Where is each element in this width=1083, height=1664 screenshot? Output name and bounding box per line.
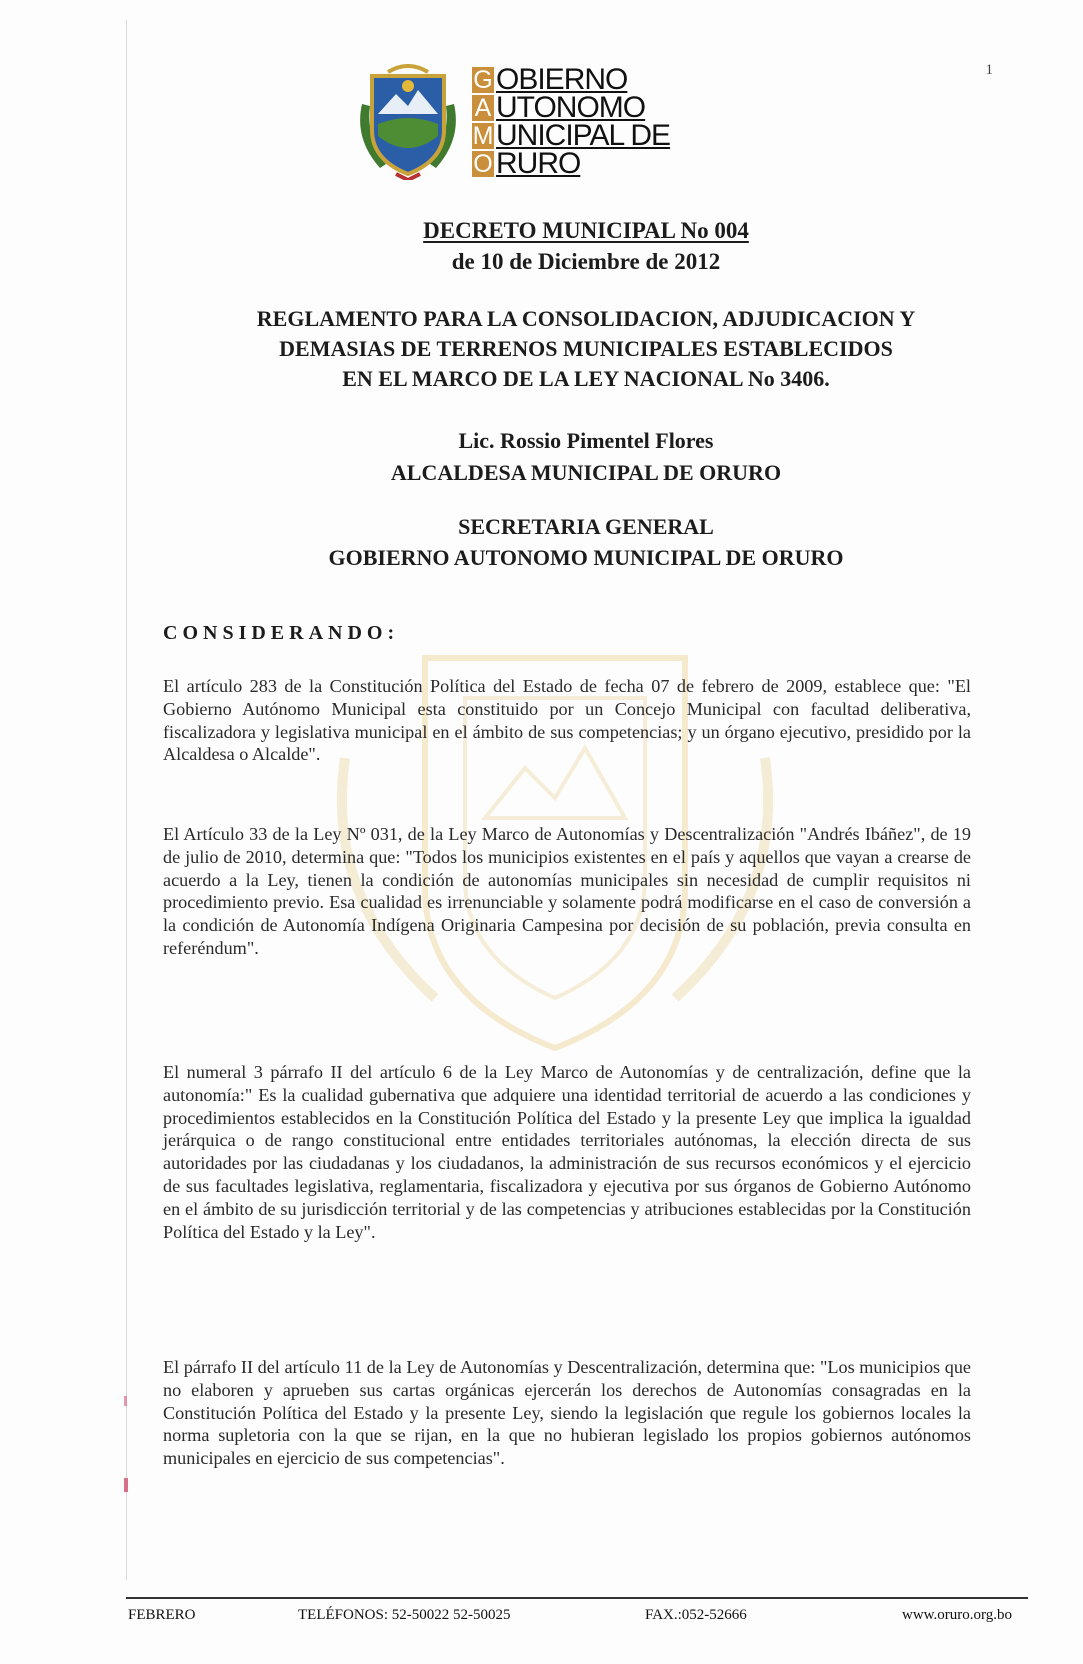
author-name: Lic. Rossio Pimentel Flores — [458, 428, 714, 453]
logo-initial: A — [472, 95, 494, 121]
department-heading: SECRETARIA GENERAL — [458, 514, 714, 539]
logo-word: RURO — [496, 147, 581, 180]
logo-line — [472, 119, 671, 152]
author-role: ALCALDESA MUNICIPAL DE ORURO — [390, 460, 782, 485]
footer-fax: FAX.:052-52666 — [645, 1607, 747, 1623]
title-line: DEMASIAS DE TERRENOS MUNICIPALES ESTABLECIDOS — [279, 336, 893, 361]
section-heading: CONSIDERANDO: — [163, 622, 400, 644]
coat-of-arms-icon — [352, 64, 464, 180]
logo-initial: M — [472, 122, 494, 150]
paragraph: El numeral 3 párrafo II del artículo 6 de la Ley Marco de Autonomías y de centralización, define que la autonomía:" Es la cualidad gubernativa que adquiere una identidad territorial de acuerdo a las condiciones y procedimientos establecidos en la Constitución Política del Estado y la presente Ley que implica la igualdad jerárquica o de rango constitucional entre entidades territoriales autónomas, la elección directa de sus autoridades por las ciudadanas y los ciudadanos, la administración de sus recursos económicos y el ejercicio de sus facultades legislativa, reglamentaria, fiscalizadora y ejecutiva por sus órganos de Gobierno Autónomo en el ámbito de su jurisdicción territorial y de las competencias y atribuciones establecidas por la Constitución Política del Estado y la Ley". — [163, 1062, 971, 1242]
logo-initial: O — [473, 150, 493, 178]
logo-text — [472, 63, 671, 180]
logo-initial: G — [473, 66, 493, 94]
footer-website: www.oruro.org.bo — [902, 1607, 1012, 1623]
scan-mark — [124, 1396, 127, 1406]
decree-date: de 10 de Diciembre de 2012 — [451, 249, 721, 274]
page-number: 1 — [985, 62, 993, 78]
logo-line — [472, 63, 670, 96]
title-line: EN EL MARCO DE LA LEY NACIONAL No 3406. — [342, 366, 830, 391]
footer-divider — [126, 1597, 1028, 1599]
title-line: REGLAMENTO PARA LA CONSOLIDACION, ADJUDICACION Y — [256, 306, 916, 331]
logo-line — [472, 147, 670, 180]
scan-mark — [124, 1478, 128, 1492]
institution-heading: GOBIERNO AUTONOMO MUNICIPAL DE ORURO — [328, 545, 844, 570]
logo-word: OBIERNO — [496, 63, 628, 96]
gamo-logo — [352, 64, 712, 182]
paragraph: El artículo 283 de la Constitución Política del Estado de fecha 07 de febrero de 2009, establece que: "El Gobierno Autónomo Municipal esta constituido por un Concejo Municipal con facultad deliberativa, fiscalizadora y legislativa municipal en el ámbito de sus competencias; y un órgano ejecutivo, presidido por la Alcaldesa o Alcalde". — [163, 676, 971, 765]
document-title — [126, 304, 1046, 394]
logo-word: UTONOMO — [496, 91, 646, 124]
decree-number: DECRETO MUNICIPAL No 004 — [423, 218, 749, 243]
logo-word: UNICIPAL DE — [496, 119, 671, 152]
paragraph: El Artículo 33 de la Ley Nº 031, de la Ley Marco de Autonomías y Descentralización "Andrés Ibáñez", de 19 de julio de 2010, determina que: "Todos los municipios existentes en el país y aquellos que vayan a crearse de acuerdo a la Ley, tienen la condición de autonomías municipales sin necesidad de cumplir requisitos ni procedimiento previo. Esa cualidad es irrenunciable y solamente podrá modificarse en el caso de conversión a la condición de Autonomía Indígena Originaria Campesina por decisión de su población, previa consulta en referéndum". — [163, 824, 971, 958]
logo-line — [472, 91, 670, 124]
footer-phones: TELÉFONOS: 52-50022 52-50025 — [298, 1607, 511, 1623]
paragraph: El párrafo II del artículo 11 de la Ley de Autonomías y Descentralización, determina que: "Los municipios que no elaboren y aprueben sus cartas orgánicas ejercerán los derechos de Autonomías consagradas en la Constitución Política del Estado y la presente Ley, siendo la legislación que regule los gobiernos locales la norma supletoria con la que se rijan, en la que no hubieran legislado los propios gobiernos autónomos municipales en ejercicio de sus competencias". — [163, 1357, 971, 1469]
footer-month: FEBRERO — [128, 1607, 196, 1623]
